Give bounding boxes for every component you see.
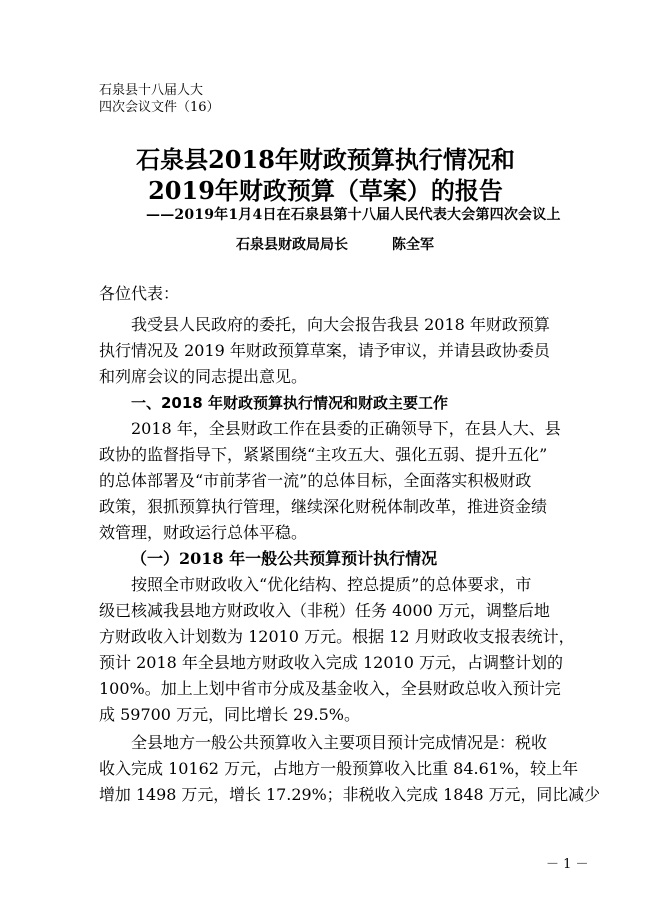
document-subtitle-speaker [236, 235, 434, 255]
paragraph-2-line-5: 效管理，财政运行总体平稳。 [99, 523, 308, 542]
subsection-1-heading: （一）2018 年一般公共预算预计执行情况 [131, 549, 438, 568]
paragraph-2-line-1: 2018 年，全县财政工作在县委的正确领导下，在县人大、县 [131, 419, 561, 438]
page-number: － 1 － [546, 857, 589, 872]
paragraph-1-line-2: 执行情况及 2019 年财政预算草案，请予审议，并请县政协委员 [99, 341, 550, 360]
paragraph-1-line-3: 和列席会议的同志提出意见。 [99, 367, 308, 386]
paragraph-3-line-5: 100%。加上上划中省市分成及基金收入，全县财政总收入预计完 [99, 679, 561, 698]
document-title-line-2: 2019年财政预算（草案）的报告 [148, 176, 503, 205]
salutation: 各位代表： [99, 284, 180, 303]
header-line-congress: 石泉县十八届人大 [99, 83, 204, 98]
paragraph-4-line-1: 全县地方一般公共预算收入主要项目预计完成情况是：税收 [131, 733, 548, 752]
paragraph-3-line-6: 成 59700 万元，同比增长 29.5%。 [99, 705, 360, 724]
paragraph-2-line-3: 的总体部署及“市前茅省一流”的总体目标，全面落实积极财政 [99, 471, 532, 490]
section-1-heading: 一、2018 年财政预算执行情况和财政主要工作 [131, 394, 448, 412]
paragraph-2-line-2: 政协的监督指导下，紧紧围绕“主攻五大、强化五弱、提升五化” [99, 445, 548, 464]
paragraph-4-line-3: 增加 1498 万元，增长 17.29%；非税收入完成 1848 万元，同比减少 [99, 785, 601, 804]
paragraph-1-line-1: 我受县人民政府的委托，向大会报告我县 2018 年财政预算 [131, 315, 550, 334]
paragraph-3-line-2: 级已核减我县地方财政收入（非税）任务 4000 万元，调整后地 [99, 601, 550, 620]
document-subtitle-occasion: ——2019年1月4日在石泉县第十八届人民代表大会第四次会议上 [146, 207, 561, 223]
paragraph-3-line-3: 方财政收入计划数为 12010 万元。根据 12 月财政收支报表统计， [99, 627, 575, 646]
header-line-file-number: 四次会议文件（16） [99, 100, 220, 115]
speaker-name: 陈全军 [392, 237, 434, 253]
paragraph-3-line-4: 预计 2018 年全县地方财政收入完成 12010 万元，占调整计划的 [99, 653, 563, 672]
paragraph-4-line-2: 收入完成 10162 万元，占地方一般预算收入比重 84.61%，较上年 [99, 759, 579, 778]
document-header [99, 82, 220, 116]
paragraph-2-line-4: 政策，狠抓预算执行管理，继续深化财税体制改革，推进资金绩 [99, 497, 548, 516]
document-title-line-1: 石泉县2018年财政预算执行情况和 [136, 145, 515, 174]
speaker-title: 石泉县财政局局长 [236, 237, 348, 253]
paragraph-3-line-1: 按照全市财政收入“优化结构、控总提质”的总体要求，市 [131, 575, 532, 594]
